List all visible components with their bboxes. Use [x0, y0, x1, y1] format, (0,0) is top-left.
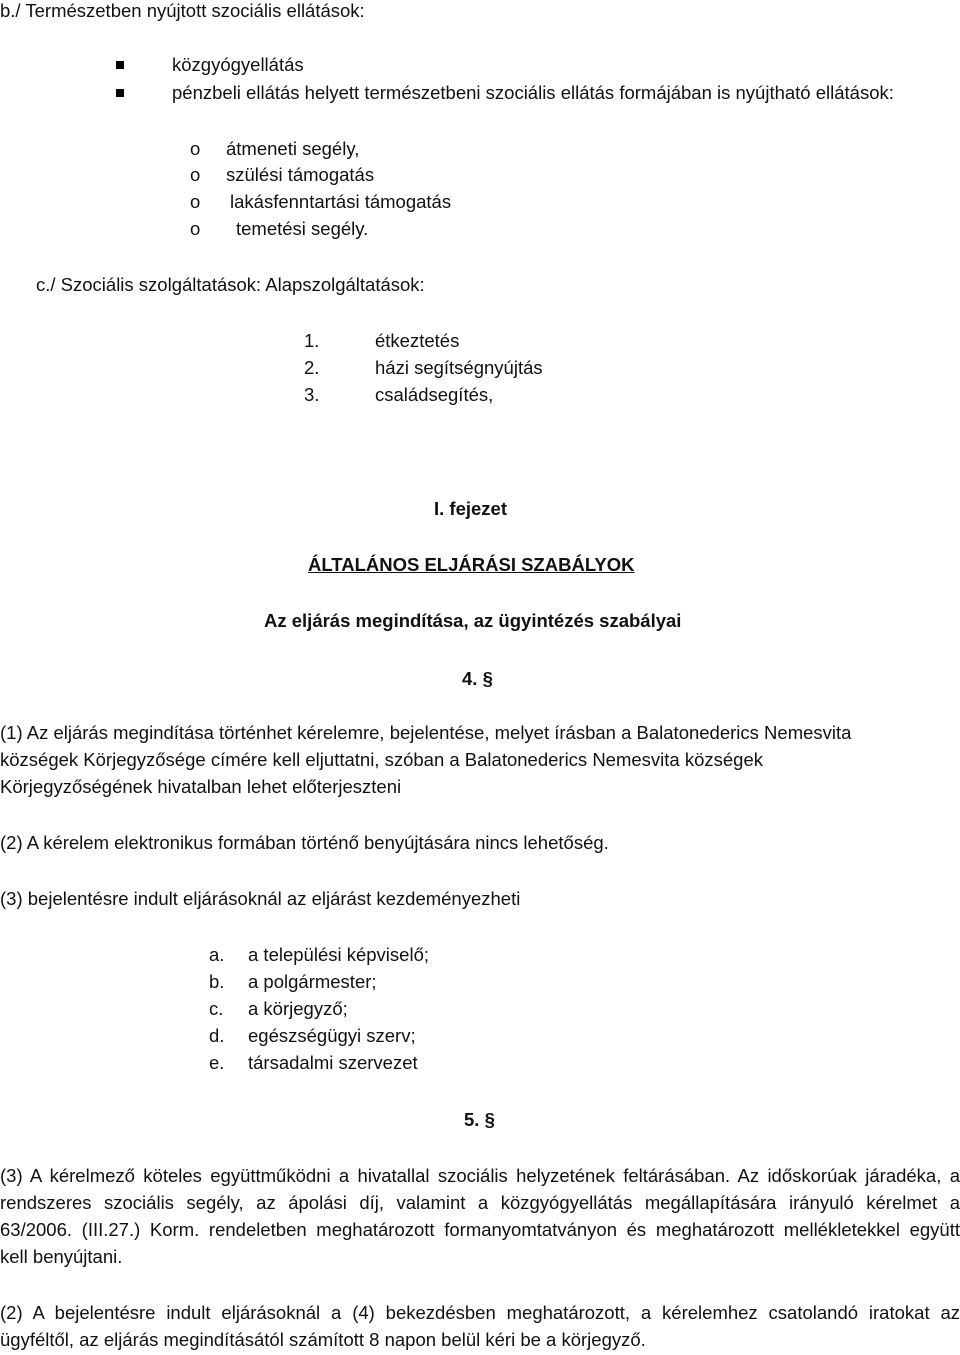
list-item: egészségügyi szerv;: [248, 1025, 416, 1046]
list-number: 2.: [304, 357, 320, 378]
bullet-item-1: közgyógyellátás: [172, 54, 304, 75]
list-item: családsegítés,: [375, 384, 494, 405]
sub-item-2: szülési támogatás: [226, 164, 375, 185]
para4-p1-line-2: községek Körjegyzősége címére kell eljuttatni, szóban a Balatonederics Nemesvita községek: [0, 749, 764, 770]
circle-marker: o: [190, 164, 201, 185]
sub-item-3: lakásfenntartási támogatás: [230, 191, 452, 212]
sub-item-4: temetési segély.: [236, 218, 369, 239]
para5-p2-line-1: (2) A bejelentésre indult eljárásoknál a (4) bekezdésben meghatározott, a kérelemhez csatolandó iratokat az: [0, 1302, 960, 1323]
circle-marker: o: [190, 138, 201, 159]
list-number: 3.: [304, 384, 320, 405]
section-b-heading: b./ Természetben nyújtott szociális ellátások:: [0, 0, 365, 21]
section-c-heading: c./ Szociális szolgáltatások: Alapszolgáltatások:: [36, 274, 425, 295]
para5-p3-line-1: (3) A kérelmező köteles együttműködni a hivatallal szociális helyzetének feltárásában. Az időskorúak járadéka, a: [0, 1165, 960, 1186]
list-item: házi segítségnyújtás: [375, 357, 543, 378]
list-letter: c.: [209, 998, 224, 1019]
para5-p3-line-3: 63/2006. (III.27.) Korm. rendeletben meghatározott formanyomtatványon és meghatározott mellékletekkel együtt: [0, 1219, 960, 1240]
list-item: társadalmi szervezet: [248, 1052, 418, 1073]
list-letter: e.: [209, 1052, 225, 1073]
chapter-subtitle: Az eljárás megindítása, az ügyintézés szabályai: [264, 610, 682, 631]
para4-p3: (3) bejelentésre indult eljárásoknál az eljárást kezdeményezheti: [0, 888, 521, 909]
paragraph-4-heading: 4. §: [462, 668, 493, 689]
para5-p3-line-4: kell benyújtani.: [0, 1246, 123, 1267]
list-number: 1.: [304, 330, 320, 351]
paragraph-5-heading: 5. §: [464, 1109, 495, 1130]
para4-p2: (2) A kérelem elektronikus formában történő benyújtására nincs lehetőség.: [0, 832, 609, 853]
circle-marker: o: [190, 191, 201, 212]
sub-item-1: átmeneti segély,: [226, 138, 360, 159]
list-item: a települési képviselő;: [248, 944, 429, 965]
para4-p1-line-1: (1) Az eljárás megindítása történhet kérelemre, bejelentése, melyet írásban a Balatonederics Nemesvita: [0, 722, 852, 743]
circle-marker: o: [190, 218, 201, 239]
list-item: a polgármester;: [248, 971, 377, 992]
bullet-square-icon: [116, 61, 124, 69]
list-letter: b.: [209, 971, 225, 992]
list-item: a körjegyző;: [248, 998, 348, 1019]
chapter-number: I. fejezet: [434, 498, 507, 519]
para5-p3-line-2: rendszeres szociális segély, az ápolási díj, valamint a közgyógyellátás megállapítására irányuló kérelmet a: [0, 1192, 960, 1213]
chapter-title: ÁLTALÁNOS ELJÁRÁSI SZABÁLYOK: [308, 554, 635, 575]
list-letter: d.: [209, 1025, 225, 1046]
bullet-square-icon: [116, 89, 124, 97]
list-item: étkeztetés: [375, 330, 460, 351]
list-letter: a.: [209, 944, 225, 965]
bullet-item-2: pénzbeli ellátás helyett természetbeni szociális ellátás formájában is nyújtható ellátások:: [172, 82, 894, 103]
para5-p2-line-2: ügyféltől, az eljárás megindításától számított 8 napon belül kéri be a körjegyző.: [0, 1329, 646, 1350]
para4-p1-line-3: Körjegyzőségének hivatalban lehet előterjeszteni: [0, 776, 402, 797]
